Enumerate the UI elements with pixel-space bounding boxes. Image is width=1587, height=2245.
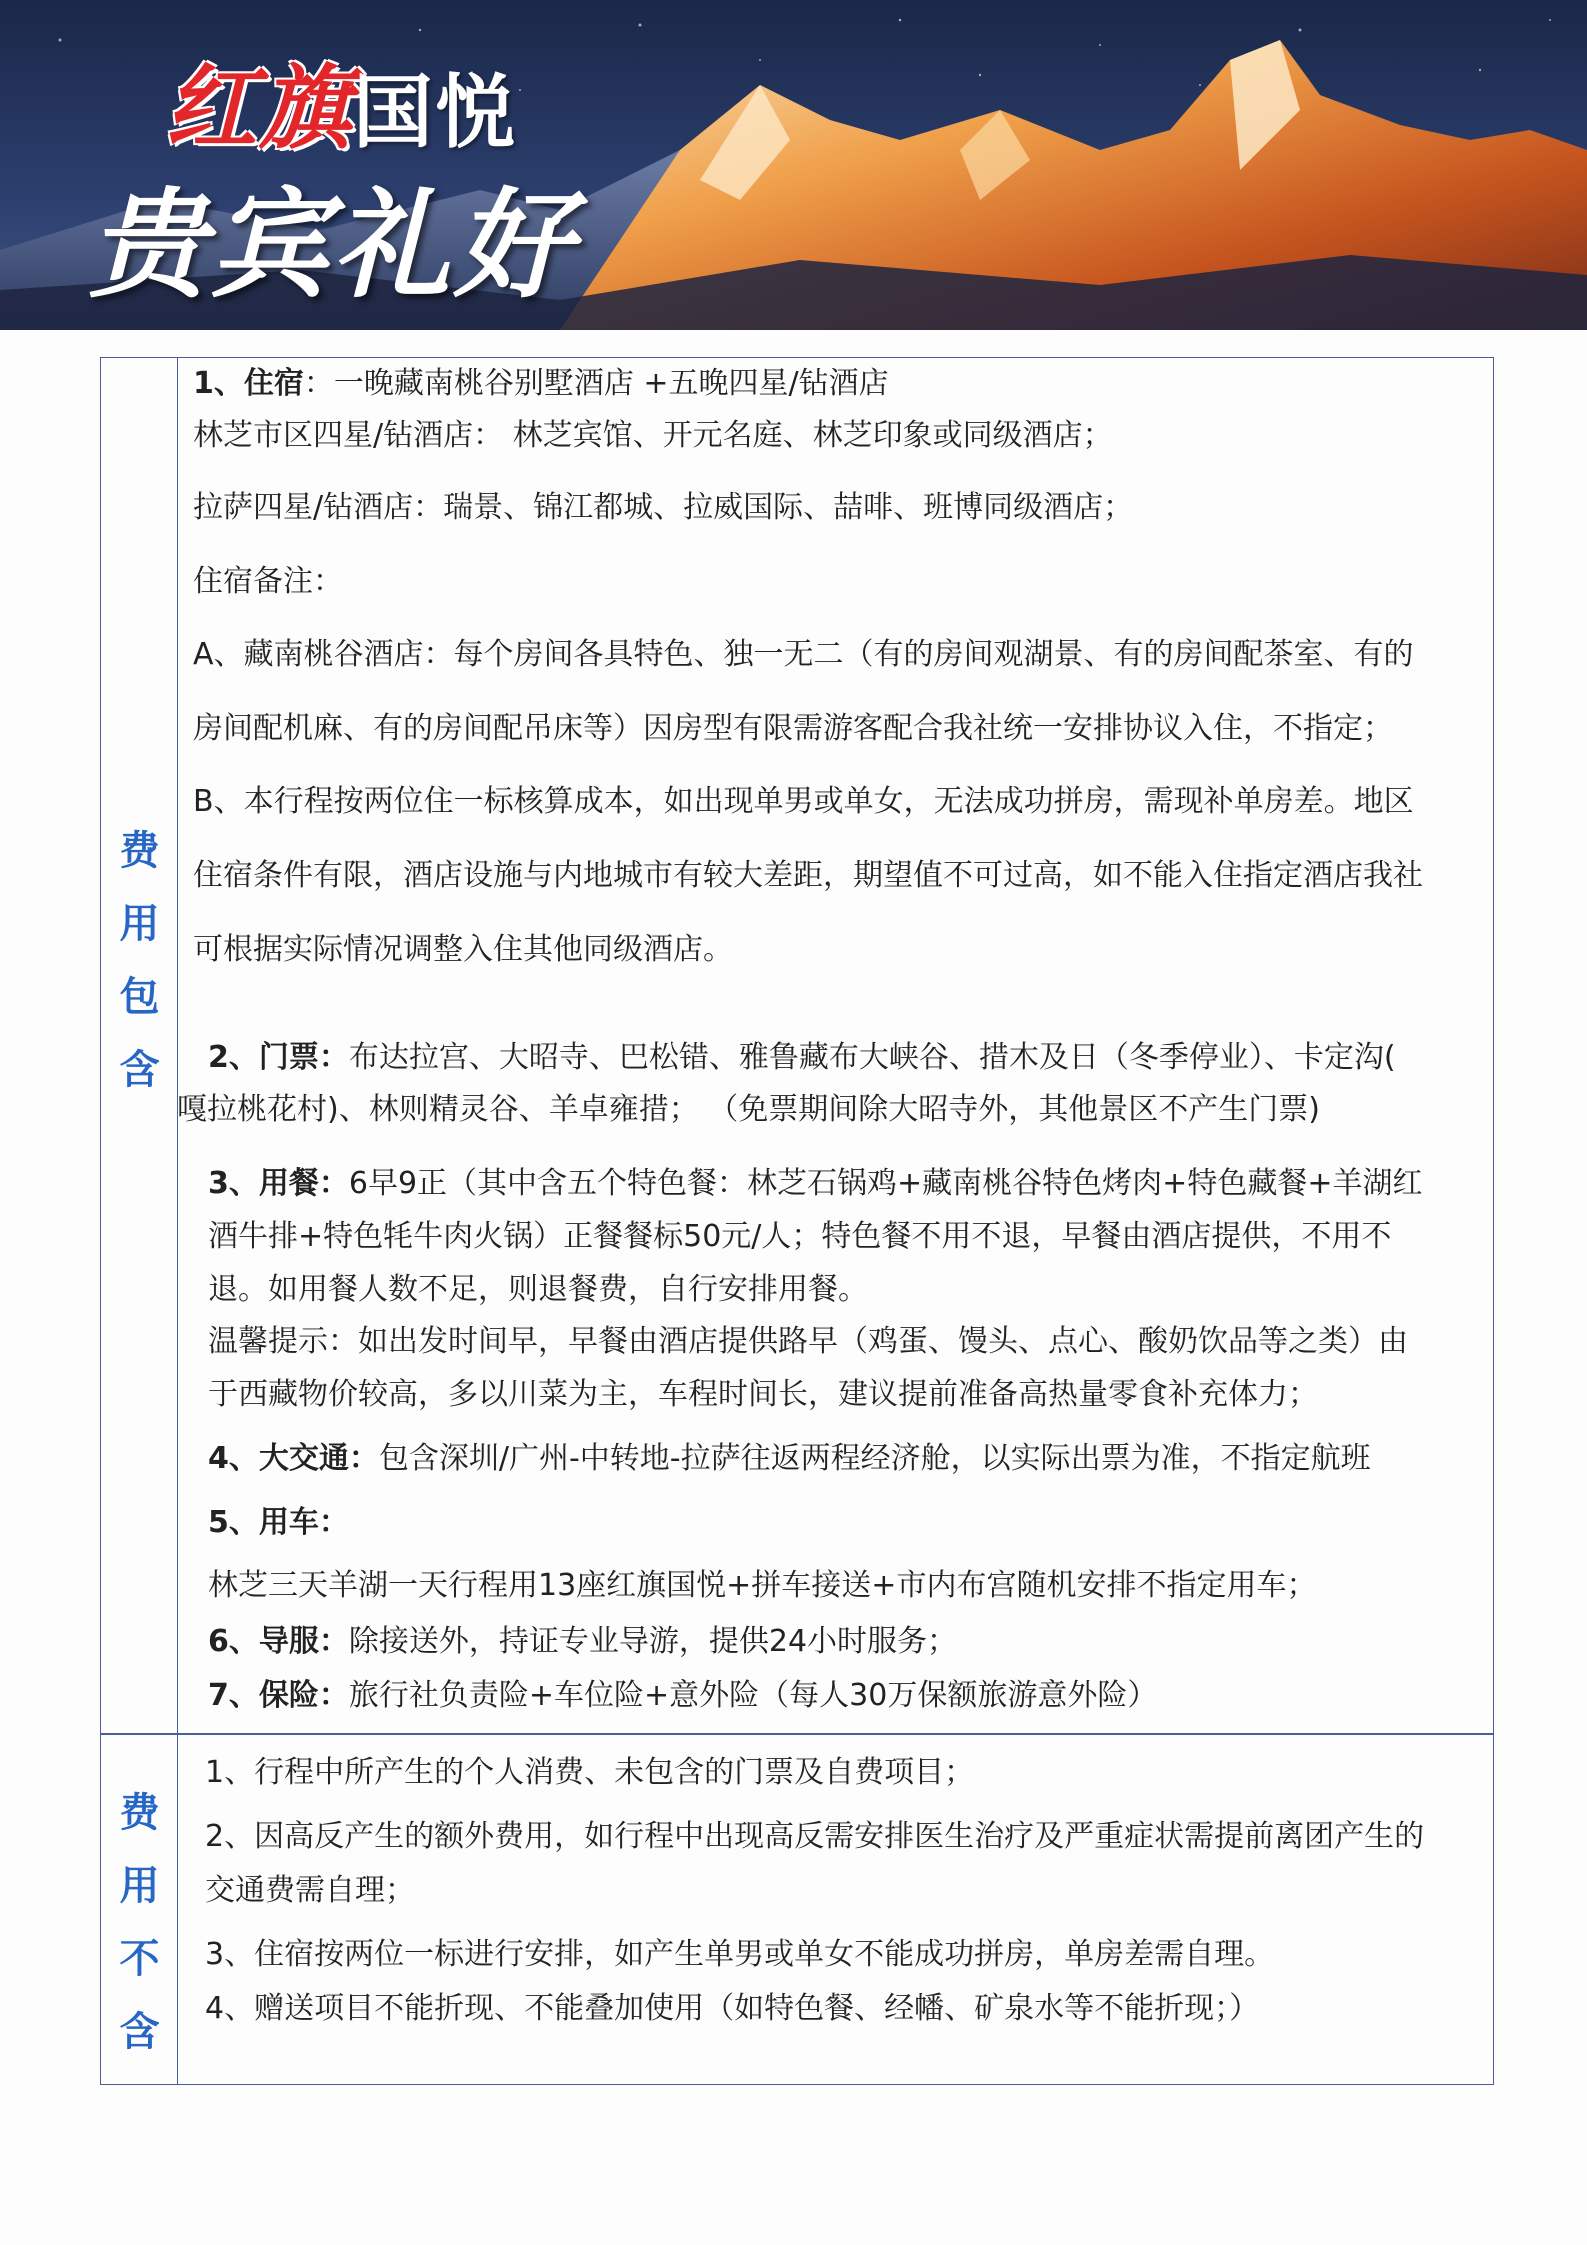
excluded-line: 交通费需自理； [205, 1873, 415, 1908]
included-line: B、本行程按两位住一标核算成本，如出现单男或单女，无法成功拼房，需现补单房差。地区 [193, 784, 1414, 819]
included-line: A、藏南桃谷酒店：每个房间各具特色、独一无二（有的房间观湖景、有的房间配茶室、有的 [193, 637, 1414, 672]
excluded-line: 4、赠送项目不能折现、不能叠加使用（如特色餐、经幡、矿泉水等不能折现；） [205, 1991, 1260, 2026]
included-line: 3、用餐：6早9正（其中含五个特色餐：林芝石锅鸡+藏南桃谷特色烤肉+特色藏餐+羊湖红 [208, 1166, 1423, 1201]
included-line: 住宿条件有限，酒店设施与内地城市有较大差距，期望值不可过高，如不能入住指定酒店我社 [193, 858, 1423, 893]
excluded-label [101, 1777, 178, 2069]
label-char: 用 [119, 901, 160, 947]
logo-white-text: 国悦 [353, 65, 518, 159]
included-line: 2、门票：布达拉宫、大昭寺、巴松错、雅鲁藏布大峡谷、措木及日（冬季停业）、卡定沟( [208, 1040, 1396, 1075]
header-banner [0, 0, 1587, 330]
included-line: 温馨提示：如出发时间早，早餐由酒店提供路早（鸡蛋、馒头、点心、酸奶饮品等之类）由 [208, 1324, 1408, 1359]
logo-line-1 [165, 35, 517, 167]
included-section [100, 357, 1494, 1734]
included-line: 5、用车： [208, 1505, 349, 1540]
included-line: 拉萨四星/钻酒店：瑞景、锦江都城、拉威国际、喆啡、班博同级酒店； [193, 490, 1134, 525]
excluded-section [100, 1734, 1494, 2085]
included-line: 于西藏物价较高，多以川菜为主，车程时间长，建议提前准备高热量零食补充体力； [208, 1377, 1318, 1412]
logo-line-2: 贵宾礼好 [88, 175, 577, 314]
included-line: 1、住宿：一晚藏南桃谷别墅酒店 +五晚四星/钻酒店 [193, 366, 889, 401]
excluded-line: 1、行程中所产生的个人消费、未包含的门票及自费项目； [205, 1755, 975, 1790]
logo-red-text: 红旗 [165, 54, 354, 162]
included-line: 7、保险：旅行社负责险+车位险+意外险（每人30万保额旅游意外险） [208, 1678, 1158, 1713]
label-char: 包 [119, 974, 160, 1020]
included-line: 可根据实际情况调整入住其他同级酒店。 [193, 932, 733, 967]
included-line: 房间配机麻、有的房间配吊床等）因房型有限需游客配合我社统一安排协议入住，不指定； [193, 711, 1393, 746]
label-char: 不 [119, 1936, 160, 1982]
label-char: 含 [119, 2009, 160, 2055]
label-char: 费 [119, 828, 160, 874]
included-line: 6、导服：除接送外，持证专业导游，提供24小时服务； [208, 1624, 958, 1659]
included-line: 住宿备注： [193, 564, 343, 599]
included-side-column [101, 358, 178, 1733]
label-char: 费 [119, 1790, 160, 1836]
included-line: 林芝三天羊湖一天行程用13座红旗国悦+拼车接送+市内布宫随机安排不指定用车； [208, 1568, 1317, 1603]
excluded-line: 2、因高反产生的额外费用，如行程中出现高反需安排医生治疗及严重症状需提前离团产生的 [205, 1819, 1425, 1854]
included-line: 酒牛排+特色牦牛肉火锅）正餐餐标50元/人；特色餐不用不退，早餐由酒店提供，不用不 [208, 1219, 1392, 1254]
included-line: 林芝市区四星/钻酒店： 林芝宾馆、开元名庭、林芝印象或同级酒店； [193, 418, 1113, 453]
label-char: 用 [119, 1863, 160, 1909]
label-char: 含 [119, 1047, 160, 1093]
included-label [101, 815, 178, 1107]
included-line: 退。如用餐人数不足，则退餐费，自行安排用餐。 [208, 1272, 868, 1307]
excluded-line: 3、住宿按两位一标进行安排，如产生单男或单女不能成功拼房，单房差需自理。 [205, 1937, 1275, 1972]
included-line: 4、大交通：包含深圳/广州-中转地-拉萨往返两程经济舱，以实际出票为准，不指定航班 [208, 1441, 1371, 1476]
excluded-side-column [101, 1735, 178, 2084]
included-line: 嘎拉桃花村)、林则精灵谷、羊卓雍措； （免票期间除大昭寺外，其他景区不产生门票) [177, 1092, 1320, 1127]
